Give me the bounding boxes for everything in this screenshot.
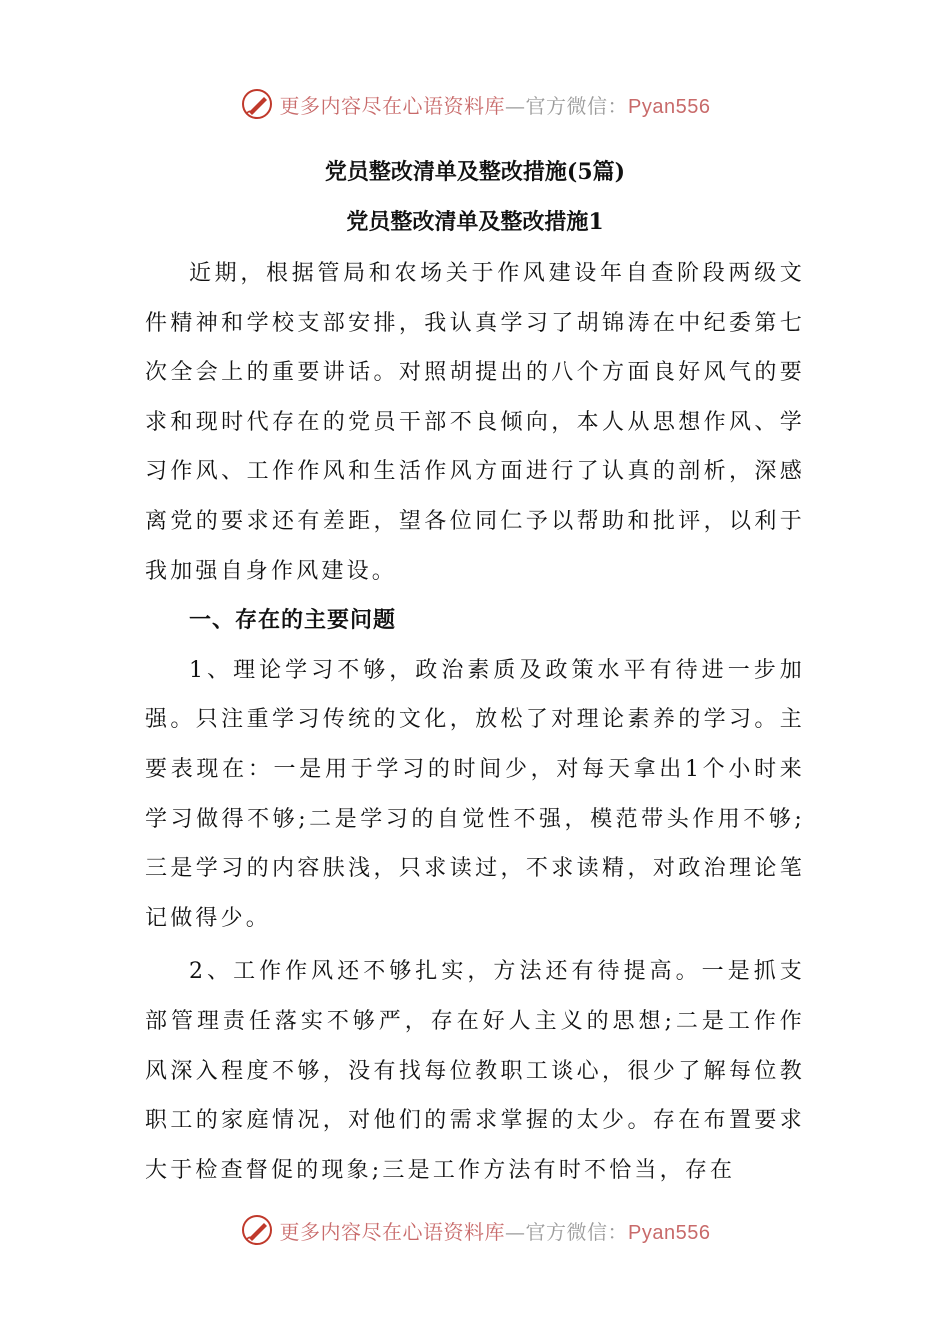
- issue-paragraph-1: 1、理论学习不够，政治素质及政策水平有待进一步加强。只注重学习传统的文化，放松了对理论素养的学习。主要表现在：一是用于学习的时间少，对每天拿出1个小时来学习做得不够;二是学习的自觉性不强，模范带头作用不够;三是学习的内容肤浅，只求读过，不求读精，对政治理论笔记做得少。: [145, 657, 805, 931]
- banner-wechat-id: Pyan556: [628, 1221, 711, 1244]
- banner-label: 官方微信：: [525, 1219, 629, 1244]
- intro-paragraph: 近期，根据管局和农场关于作风建设年自查阶段两级文件精神和学校支部安排，我认真学习了胡锦涛在中纪委第七次全会上的重要讲话。对照胡提出的八个方面良好风气的要求和现时代存在的党员干部不良倾向，本人从思想作风、学习作风、工作作风和生活作风方面进行了认真的剖析，深感离党的要求还有差距，望各位同仁予以帮助和批评，以利于我加强自身作风建设。: [145, 261, 805, 584]
- issue-paragraph-2: 2、工作作风还不够扎实，方法还有待提高。一是抓支部管理责任落实不够严，存在好人主义的思想;二是工作作风深入程度不够，没有找每位教职工谈心，很少了解每位教职工的家庭情况，对他们的需求掌握的太少。存在布置要求大于检查督促的现象;三是工作方法有时不恰当，存在: [145, 959, 805, 1183]
- banner-wechat-id: Pyan556: [628, 95, 711, 118]
- document-title: 党员整改清单及整改措施(5篇): [324, 159, 626, 185]
- section-heading: 一、存在的主要问题: [189, 607, 397, 634]
- document-subtitle: 党员整改清单及整改措施1: [346, 209, 604, 235]
- banner-label: 官方微信：: [525, 93, 629, 118]
- banner-main-text: 更多内容尽在心语资料库: [279, 93, 506, 118]
- banner-text: [280, 1216, 711, 1245]
- header-watermark-banner: [0, 82, 950, 126]
- banner-dash: —: [505, 93, 526, 118]
- pen-logo-icon: [240, 1213, 274, 1247]
- banner-dash: —: [505, 1219, 526, 1244]
- footer-watermark-banner: [0, 1208, 950, 1252]
- document-body: [145, 249, 805, 1195]
- banner-text: [280, 90, 711, 119]
- pen-logo-icon: [240, 87, 274, 121]
- banner-main-text: 更多内容尽在心语资料库: [279, 1219, 506, 1244]
